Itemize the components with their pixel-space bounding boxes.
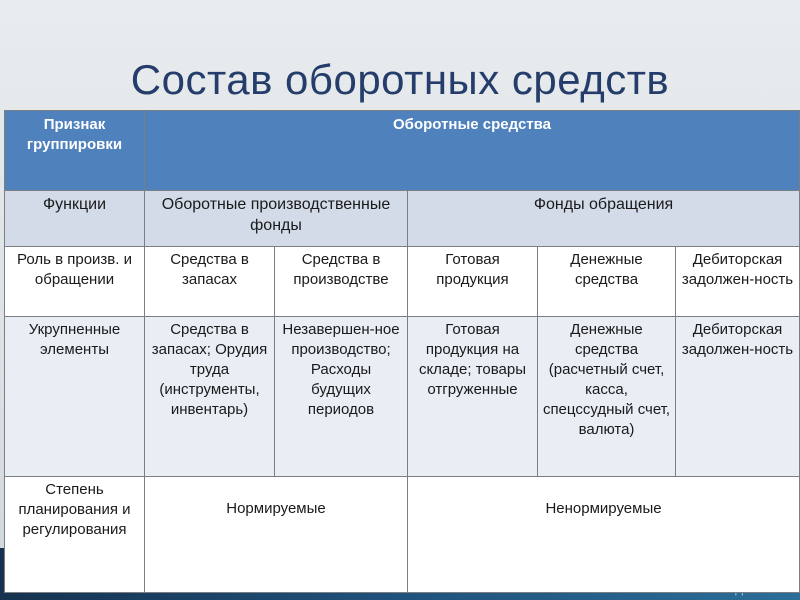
functions-label: Функции (5, 191, 145, 247)
role-label: Роль в произв. и обращении (5, 247, 145, 317)
role-cell: Денежные средства (538, 247, 676, 317)
elements-row (5, 317, 800, 477)
assets-table (4, 110, 800, 593)
elements-cell: Средства в запасах; Орудия труда (инструменты, инвентарь) (145, 317, 275, 477)
planning-row (5, 477, 800, 593)
elements-cell: Денежные средства (расчетный счет, касса, спецссудный счет, валюта) (538, 317, 676, 477)
role-cell: Дебиторская задолжен-ность (676, 247, 800, 317)
functions-row (5, 191, 800, 247)
role-cell: Средства в запасах (145, 247, 275, 317)
role-cell: Готовая продукция (408, 247, 538, 317)
header-row (5, 111, 800, 191)
header-grouping-cell: Признак группировки (5, 111, 145, 191)
elements-cell: Дебиторская задолжен-ность (676, 317, 800, 477)
planning-label: Степень планирования и регулирования (5, 477, 145, 593)
production-funds-cell: Оборотные производственные фонды (145, 191, 408, 247)
role-row (5, 247, 800, 317)
elements-label: Укрупненные элементы (5, 317, 145, 477)
normed-cell: Нормируемые (145, 477, 408, 593)
non-normed-cell: Ненормируемые (408, 477, 800, 593)
elements-cell: Готовая продукция на складе; товары отгруженные (408, 317, 538, 477)
circulation-funds-cell: Фонды обращения (408, 191, 800, 247)
header-assets-cell: Оборотные средства (145, 111, 800, 191)
role-cell: Средства в производстве (275, 247, 408, 317)
elements-cell: Незавершен-ное производство; Расходы будущих периодов (275, 317, 408, 477)
slide-title: Состав оборотных средств (130, 56, 670, 103)
